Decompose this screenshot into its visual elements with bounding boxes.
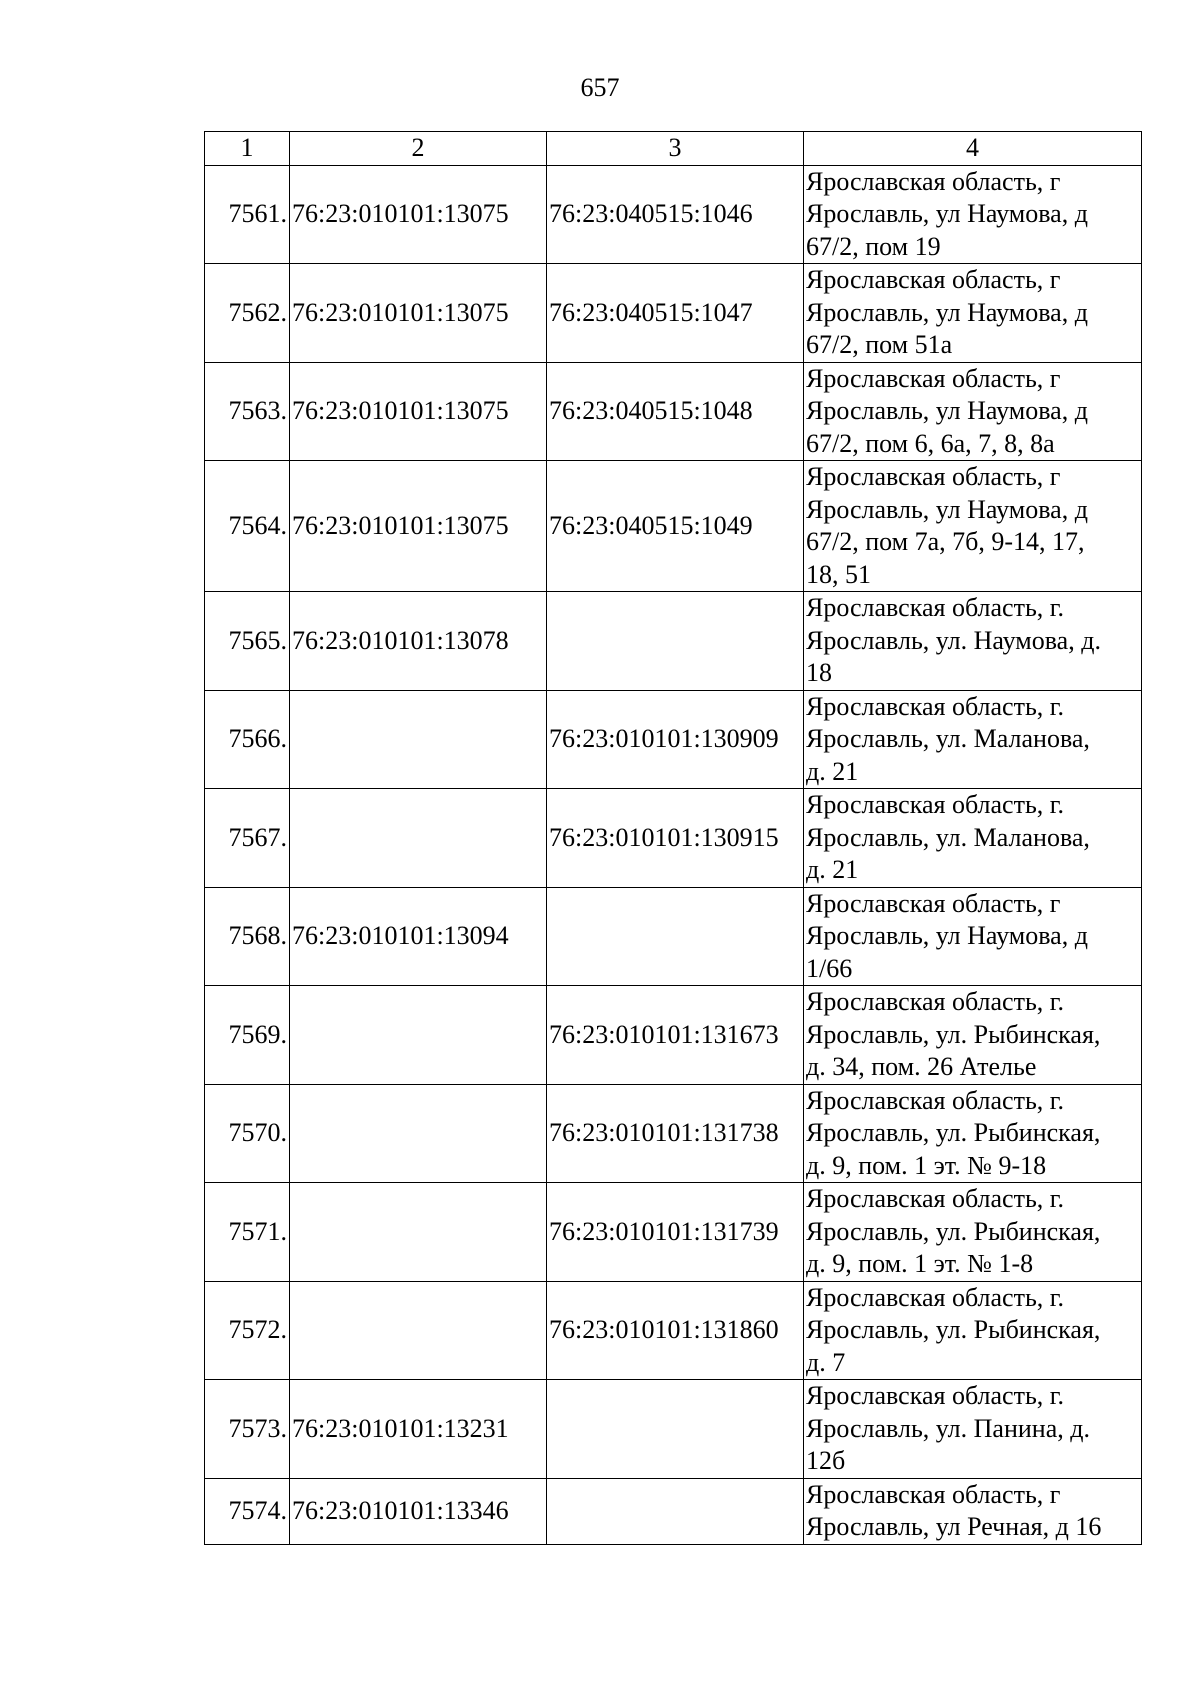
address-cell [804,461,1142,592]
address-line: Ярославль, ул Наумова, д [806,297,1088,327]
cadastral-number-building [290,1183,547,1282]
address-line: Ярославская область, г. [806,1085,1065,1115]
table-row [205,1380,1142,1479]
address-line: Ярославская область, г [806,363,1061,393]
address-line: Ярославская область, г [806,888,1061,918]
address-cell [804,264,1142,363]
cadastral-number-building [290,1281,547,1380]
cadastral-number-premises: 76:23:040515:1047 [547,264,804,363]
row-number: 7567. [205,789,290,888]
row-number: 7572. [205,1281,290,1380]
cadastral-number-building [290,690,547,789]
cadastral-number-premises: 76:23:010101:131673 [547,986,804,1085]
row-number: 7565. [205,592,290,691]
address-line: 18 [806,658,832,687]
table-row [205,1084,1142,1183]
address-line: Ярославль, ул Наумова, д [806,199,1088,228]
address-cell [804,887,1142,986]
cadastral-number-premises [547,1478,804,1544]
table-row [205,362,1142,461]
cadastral-number-premises: 76:23:040515:1049 [547,461,804,592]
address-line: Ярославль, ул Речная, д 16 [806,1512,1102,1541]
table-row [205,690,1142,789]
table-row [205,592,1142,691]
cadastral-number-premises: 76:23:040515:1046 [547,165,804,264]
table-row [205,789,1142,888]
cadastral-number-building: 76:23:010101:13075 [290,362,547,461]
row-number: 7562. [205,264,290,363]
header-row [205,132,1142,166]
address-cell [804,592,1142,691]
page-number: 657 [580,73,620,102]
row-number: 7573. [205,1380,290,1479]
address-line: Ярославская область, г [806,265,1061,294]
address-line: Ярославская область, г. [806,1184,1065,1213]
address-line: д. 21 [806,756,859,786]
cadastral-number-premises: 76:23:010101:130915 [547,789,804,888]
address-line: Ярославль, ул Наумова, д [806,494,1088,524]
address-line: Ярославль, ул. Рыбинская, [806,1118,1101,1147]
row-number: 7561. [205,165,290,264]
address-cell [804,789,1142,888]
address-line: Ярославская область, г. [806,691,1065,721]
cadastral-number-premises [547,1380,804,1479]
row-number: 7568. [205,887,290,986]
address-line: д. 34, пом. 26 Ателье [806,1052,1037,1081]
cadastral-number-building: 76:23:010101:13231 [290,1380,547,1479]
address-cell [804,1281,1142,1380]
address-line: Ярославль, ул. Рыбинская, [806,1315,1101,1344]
address-cell [804,1380,1142,1479]
table-row [205,461,1142,592]
cadastral-number-building: 76:23:010101:13094 [290,887,547,986]
address-line: Ярославская область, г [806,1479,1061,1509]
address-line: 67/2, пом 51а [806,330,953,359]
header-cell-3: 3 [547,132,804,166]
cadastral-number-premises: 76:23:040515:1048 [547,362,804,461]
address-cell [804,1478,1142,1544]
cadastral-number-premises: 76:23:010101:131739 [547,1183,804,1282]
row-number: 7569. [205,986,290,1085]
cadastral-number-building [290,986,547,1085]
row-number: 7564. [205,461,290,592]
table-row [205,165,1142,264]
table-row [205,986,1142,1085]
cadastral-number-building: 76:23:010101:13346 [290,1478,547,1544]
table-row [205,264,1142,363]
address-cell [804,690,1142,789]
cadastral-number-building [290,1084,547,1183]
address-line: 67/2, пом 6, 6а, 7, 8, 8а [806,428,1055,458]
table-row [205,1478,1142,1544]
address-line: Ярославская область, г. [806,987,1065,1016]
address-line: д. 9, пом. 1 эт. № 1-8 [806,1249,1034,1278]
address-line: д. 21 [806,855,859,884]
table-body [205,165,1142,1544]
address-line: Ярославль, ул. Наумова, д. [806,625,1101,655]
address-line: д. 7 [806,1347,846,1377]
table-row [205,1183,1142,1282]
register-table [204,131,1142,1545]
address-line: Ярославль, ул. Рыбинская, [806,1216,1101,1246]
address-cell [804,362,1142,461]
address-line: 12б [806,1446,846,1475]
address-line: 67/2, пом 19 [806,231,941,261]
table-row [205,1281,1142,1380]
row-number: 7571. [205,1183,290,1282]
address-line: Ярославль, ул. Панина, д. [806,1413,1090,1443]
address-cell [804,986,1142,1085]
address-line: Ярославская область, г. [806,593,1065,622]
header-cell-4: 4 [804,132,1142,166]
cadastral-number-building [290,789,547,888]
cadastral-number-building: 76:23:010101:13078 [290,592,547,691]
address-line: Ярославская область, г. [806,1282,1065,1312]
cadastral-number-building: 76:23:010101:13075 [290,264,547,363]
header-cell-1: 1 [205,132,290,166]
cadastral-number-premises [547,592,804,691]
row-number: 7574. [205,1478,290,1544]
table-row [205,887,1142,986]
address-line: 67/2, пом 7а, 7б, 9-14, 17, [806,527,1085,556]
cadastral-number-building: 76:23:010101:13075 [290,165,547,264]
address-line: Ярославская область, г [806,166,1061,196]
cadastral-number-premises: 76:23:010101:130909 [547,690,804,789]
address-line: Ярославль, ул Наумова, д [806,396,1088,425]
address-line: Ярославль, ул Наумова, д [806,921,1088,950]
address-line: Ярославская область, г. [806,790,1065,819]
header-cell-2: 2 [290,132,547,166]
address-line: Ярославль, ул. Рыбинская, [806,1019,1101,1049]
cadastral-number-building: 76:23:010101:13075 [290,461,547,592]
address-cell [804,1084,1142,1183]
address-line: 18, 51 [806,559,871,589]
cadastral-number-premises [547,887,804,986]
address-cell [804,1183,1142,1282]
address-cell [804,165,1142,264]
address-line: Ярославская область, г [806,462,1061,491]
cadastral-number-premises: 76:23:010101:131860 [547,1281,804,1380]
cadastral-number-premises: 76:23:010101:131738 [547,1084,804,1183]
row-number: 7566. [205,690,290,789]
address-line: Ярославль, ул. Маланова, [806,724,1090,753]
address-line: Ярославская область, г. [806,1381,1065,1410]
address-line: д. 9, пом. 1 эт. № 9-18 [806,1150,1047,1180]
address-line: Ярославль, ул. Маланова, [806,822,1090,852]
row-number: 7563. [205,362,290,461]
address-line: 1/66 [806,953,853,983]
row-number: 7570. [205,1084,290,1183]
